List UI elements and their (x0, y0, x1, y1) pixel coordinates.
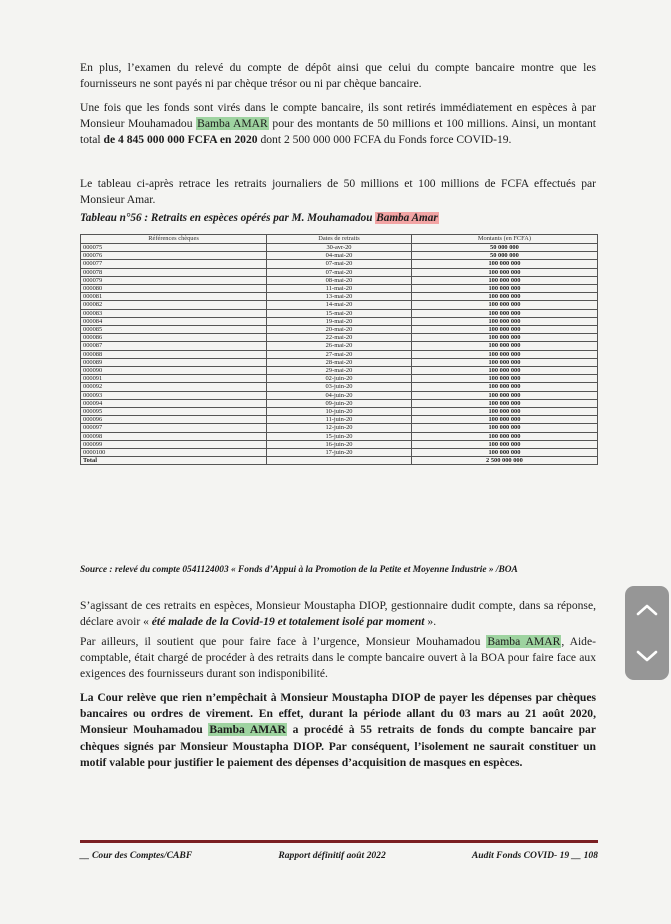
total-label: Total (81, 457, 267, 465)
table-row (81, 367, 598, 375)
cell-withdrawal-date: 07-mai-20 (267, 260, 412, 268)
scroll-controls (625, 586, 669, 680)
cell-amount: 50 000 000 (411, 252, 597, 260)
cell-withdrawal-date: 20-mai-20 (267, 326, 412, 334)
paragraph-6-text-b: a procédé à 55 retraits de fonds du compte bancaire par chèques signés par Monsieur Moustapha DIOP. Par conséquent, l’isolement ne saurait constituer un motif valable pour justifier le paiement des dépenses d’acquisition de masques en espèces. (80, 723, 596, 769)
cell-amount: 100 000 000 (411, 293, 597, 301)
cell-amount: 100 000 000 (411, 432, 597, 440)
table-row (81, 375, 598, 383)
table-caption (80, 212, 596, 224)
table-row (81, 268, 598, 276)
table-row (81, 293, 598, 301)
cell-cheque-ref: 000096 (81, 416, 267, 424)
cell-amount: 100 000 000 (411, 326, 597, 334)
cell-amount: 100 000 000 (411, 449, 597, 457)
paragraph-5-text-b: , Aide-comptable, était chargé de procéder à des retraits dans le compte bancaire ouvert à la BOA pour faire face aux exigences des fournisseurs durant son indisponibilité. (80, 635, 596, 681)
cell-amount: 100 000 000 (411, 350, 597, 358)
source-text: Source : relevé du compte 0541124003 « Fonds d’Appui à la Promotion de la Petite et Moyenne Industrie » /BOA (80, 565, 518, 575)
cell-withdrawal-date: 17-juin-20 (267, 449, 412, 457)
highlighted-name: Bamba AMAR (197, 117, 268, 131)
total-amount: 2 500 000 000 (411, 457, 597, 465)
footer-right: Audit Fonds COVID- 19 __ 108 (471, 850, 598, 861)
cell-withdrawal-date: 11-juin-20 (267, 416, 412, 424)
cell-amount: 50 000 000 (411, 244, 597, 252)
cell-cheque-ref: 000085 (81, 326, 267, 334)
cell-amount: 100 000 000 (411, 416, 597, 424)
cell-withdrawal-date: 02-juin-20 (267, 375, 412, 383)
header-withdrawal-date: Dates de retraits (267, 235, 412, 244)
cell-withdrawal-date: 04-mai-20 (267, 252, 412, 260)
paragraph-5-text-a: Par ailleurs, il soutient que pour faire face à l’urgence, Monsieur Mouhamadou (80, 635, 487, 648)
cell-amount: 100 000 000 (411, 342, 597, 350)
table-row (81, 285, 598, 293)
cell-amount: 100 000 000 (411, 260, 597, 268)
cell-withdrawal-date: 26-mai-20 (267, 342, 412, 350)
cell-withdrawal-date: 28-mai-20 (267, 358, 412, 366)
table-row (81, 391, 598, 399)
cell-cheque-ref: 000075 (81, 244, 267, 252)
table-row (81, 350, 598, 358)
table-row (81, 416, 598, 424)
cell-amount: 100 000 000 (411, 424, 597, 432)
cell-withdrawal-date: 12-juin-20 (267, 424, 412, 432)
table-row (81, 309, 598, 317)
highlighted-name: Bamba AMAR (487, 635, 561, 648)
cell-cheque-ref: 000078 (81, 268, 267, 276)
cell-amount: 100 000 000 (411, 268, 597, 276)
cell-cheque-ref: 000094 (81, 399, 267, 407)
cell-withdrawal-date: 16-juin-20 (267, 440, 412, 448)
table-row (81, 260, 598, 268)
footer-left: __ Cour des Comptes/CABF (80, 850, 193, 861)
cell-amount: 100 000 000 (411, 367, 597, 375)
cell-amount: 100 000 000 (411, 375, 597, 383)
table-row (81, 432, 598, 440)
cell-cheque-ref: 000098 (81, 432, 267, 440)
withdrawals-table (80, 234, 598, 465)
footer-rule (80, 840, 598, 843)
paragraph-6-text-a: La Cour relève que rien n’empêchait à Monsieur Moustapha DIOP de payer les dépenses par chèques bancaires ou ordres de virement. En effet, durant la période allant du 03 mars au 21 août 2020, Monsieur Mouhamadou (80, 691, 596, 737)
cell-withdrawal-date: 11-mai-20 (267, 285, 412, 293)
cell-cheque-ref: 0000100 (81, 449, 267, 457)
table-row (81, 440, 598, 448)
table-row (81, 424, 598, 432)
cell-cheque-ref: 000077 (81, 260, 267, 268)
cell-cheque-ref: 000081 (81, 293, 267, 301)
paragraph-4-text-b: ». (424, 615, 437, 629)
cell-withdrawal-date: 09-juin-20 (267, 399, 412, 407)
cell-amount: 100 000 000 (411, 285, 597, 293)
table-row (81, 399, 598, 407)
paragraph-3 (80, 176, 596, 208)
cell-cheque-ref: 000080 (81, 285, 267, 293)
cell-amount: 100 000 000 (411, 317, 597, 325)
cell-cheque-ref: 000091 (81, 375, 267, 383)
cell-cheque-ref: 000097 (81, 424, 267, 432)
table-caption-highlight: Bamba Amar (376, 212, 438, 224)
cell-cheque-ref: 000086 (81, 334, 267, 342)
paragraph-2-text-a: Une fois que les fonds sont virés dans le compte bancaire, ils sont retirés immédiatement en espèces à par Monsieur Mouhamadou (80, 101, 596, 131)
cell-cheque-ref: 000099 (81, 440, 267, 448)
paragraph-2-text-b: pour des montants de 50 millions et 100 millions. Ainsi, un montant total (80, 117, 596, 147)
table-row (81, 276, 598, 284)
cell-cheque-ref: 000093 (81, 391, 267, 399)
table-header-row (81, 235, 598, 244)
cell-amount: 100 000 000 (411, 301, 597, 309)
paragraph-2-text-c: dont 2 500 000 000 FCFA du Fonds force COVID-19. (257, 133, 512, 147)
cell-withdrawal-date: 15-juin-20 (267, 432, 412, 440)
highlighted-name: Bamba AMAR (209, 723, 286, 737)
cell-amount: 100 000 000 (411, 399, 597, 407)
paragraph-2-bold-amount: de 4 845 000 000 FCFA en 2020 (103, 133, 258, 147)
table-row (81, 326, 598, 334)
cell-withdrawal-date: 03-juin-20 (267, 383, 412, 391)
header-cheque-ref: Références chèques (81, 235, 267, 244)
footer-center: Rapport définitif août 2022 (278, 850, 386, 861)
cell-cheque-ref: 000084 (81, 317, 267, 325)
chevron-up-icon (636, 604, 658, 616)
table-row (81, 334, 598, 342)
cell-cheque-ref: 000095 (81, 408, 267, 416)
paragraph-4-quote: été malade de la Covid-19 et totalement isolé par moment (151, 615, 425, 629)
table-row (81, 383, 598, 391)
table-total-row (81, 457, 598, 465)
table-row (81, 317, 598, 325)
page-footer (80, 850, 598, 861)
cell-withdrawal-date: 30-avr-20 (267, 244, 412, 252)
paragraph-1 (80, 60, 596, 92)
paragraph-6 (80, 690, 596, 771)
scroll-down-button[interactable] (625, 636, 669, 676)
cell-withdrawal-date: 13-mai-20 (267, 293, 412, 301)
cell-cheque-ref: 000076 (81, 252, 267, 260)
cell-cheque-ref: 000089 (81, 358, 267, 366)
paragraph-4-text-a: S’agissant de ces retraits en espèces, Monsieur Moustapha DIOP, gestionnaire dudit compte, dans sa réponse, déclare avoir « (80, 599, 596, 629)
cell-withdrawal-date: 22-mai-20 (267, 334, 412, 342)
total-empty-cell (267, 457, 412, 465)
table-source-note (80, 564, 596, 577)
cell-withdrawal-date: 15-mai-20 (267, 309, 412, 317)
cell-cheque-ref: 000087 (81, 342, 267, 350)
cell-amount: 100 000 000 (411, 408, 597, 416)
cell-cheque-ref: 000083 (81, 309, 267, 317)
table-row (81, 449, 598, 457)
table-row (81, 301, 598, 309)
table-row (81, 342, 598, 350)
table-row (81, 408, 598, 416)
cell-amount: 100 000 000 (411, 440, 597, 448)
cell-withdrawal-date: 19-mai-20 (267, 317, 412, 325)
cell-cheque-ref: 000092 (81, 383, 267, 391)
cell-withdrawal-date: 07-mai-20 (267, 268, 412, 276)
cell-amount: 100 000 000 (411, 383, 597, 391)
cell-amount: 100 000 000 (411, 334, 597, 342)
cell-cheque-ref: 000079 (81, 276, 267, 284)
cell-withdrawal-date: 29-mai-20 (267, 367, 412, 375)
paragraph-3-text: Le tableau ci-après retrace les retraits journaliers de 50 millions et 100 millions de FCFA effectués par Monsieur Amar. (80, 177, 596, 207)
cell-amount: 100 000 000 (411, 276, 597, 284)
cell-cheque-ref: 000090 (81, 367, 267, 375)
cell-withdrawal-date: 14-mai-20 (267, 301, 412, 309)
cell-withdrawal-date: 04-juin-20 (267, 391, 412, 399)
scroll-up-button[interactable] (625, 590, 669, 630)
cell-amount: 100 000 000 (411, 391, 597, 399)
cell-withdrawal-date: 27-mai-20 (267, 350, 412, 358)
paragraph-4 (80, 598, 596, 630)
cell-cheque-ref: 000082 (81, 301, 267, 309)
paragraph-1-text: En plus, l’examen du relevé du compte de dépôt ainsi que celui du compte bancaire montre que les fournisseurs ne sont payés ni par chèque trésor ou ni par chèque bancaire. (80, 61, 596, 91)
cell-amount: 100 000 000 (411, 358, 597, 366)
cell-amount: 100 000 000 (411, 309, 597, 317)
cell-withdrawal-date: 10-juin-20 (267, 408, 412, 416)
paragraph-5 (80, 634, 596, 683)
table-caption-text: Tableau n°56 : Retraits en espèces opérés par M. Mouhamadou (80, 212, 376, 224)
table-row (81, 252, 598, 260)
table-row (81, 244, 598, 252)
paragraph-2 (80, 100, 596, 149)
chevron-down-icon (636, 650, 658, 662)
cell-withdrawal-date: 08-mai-20 (267, 276, 412, 284)
table-row (81, 358, 598, 366)
cell-cheque-ref: 000088 (81, 350, 267, 358)
header-amount: Montants (en FCFA) (411, 235, 597, 244)
